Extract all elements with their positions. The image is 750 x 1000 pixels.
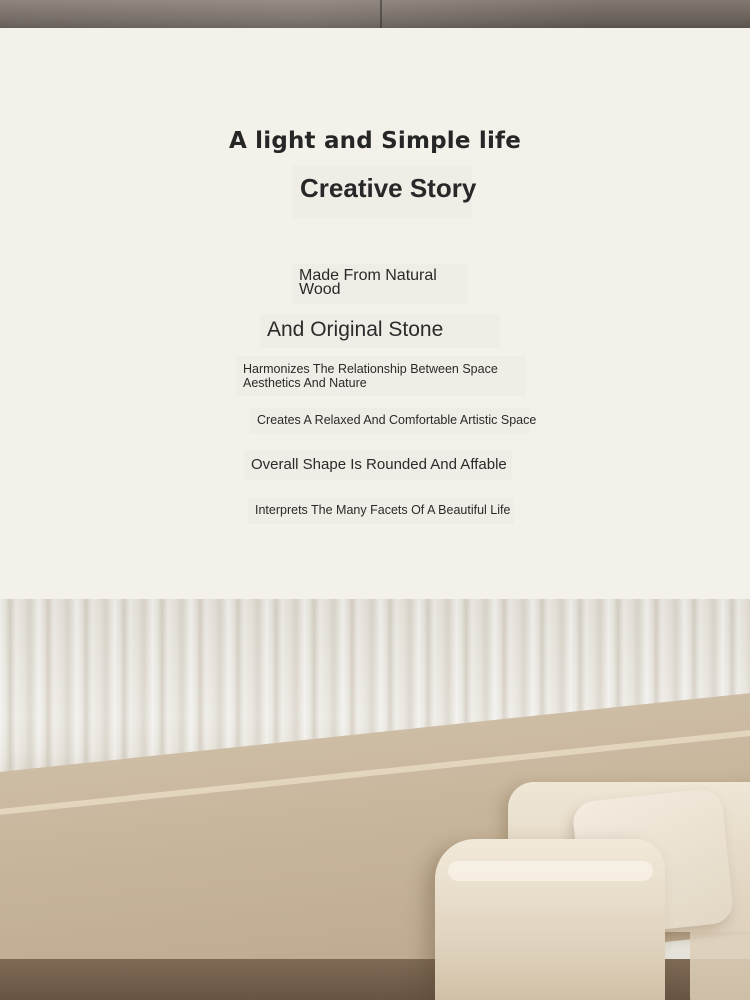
feature-line-relaxed-space: Creates A Relaxed And Comfortable Artistic Space	[257, 413, 537, 427]
feature-line-harmonizes: Harmonizes The Relationship Between Space Aesthetics And Nature	[243, 362, 498, 390]
feature-line-rounded-shape: Overall Shape Is Rounded And Affable	[251, 456, 507, 473]
feature-line-natural-wood: Made From Natural Wood	[299, 267, 437, 298]
living-room-photo	[0, 599, 750, 1000]
sofa-armrest-highlight	[448, 861, 653, 881]
story-text-panel	[0, 28, 750, 599]
headline: A light and Simple life	[228, 128, 522, 154]
top-photo-strip	[0, 0, 750, 28]
strip-seam	[380, 0, 382, 28]
feature-line-original-stone: And Original Stone	[267, 318, 444, 341]
strip-sheen	[0, 0, 750, 28]
feature-line-beautiful-life: Interprets The Many Facets Of A Beautiful Life	[255, 503, 511, 517]
subtitle: Creative Story	[300, 173, 477, 203]
